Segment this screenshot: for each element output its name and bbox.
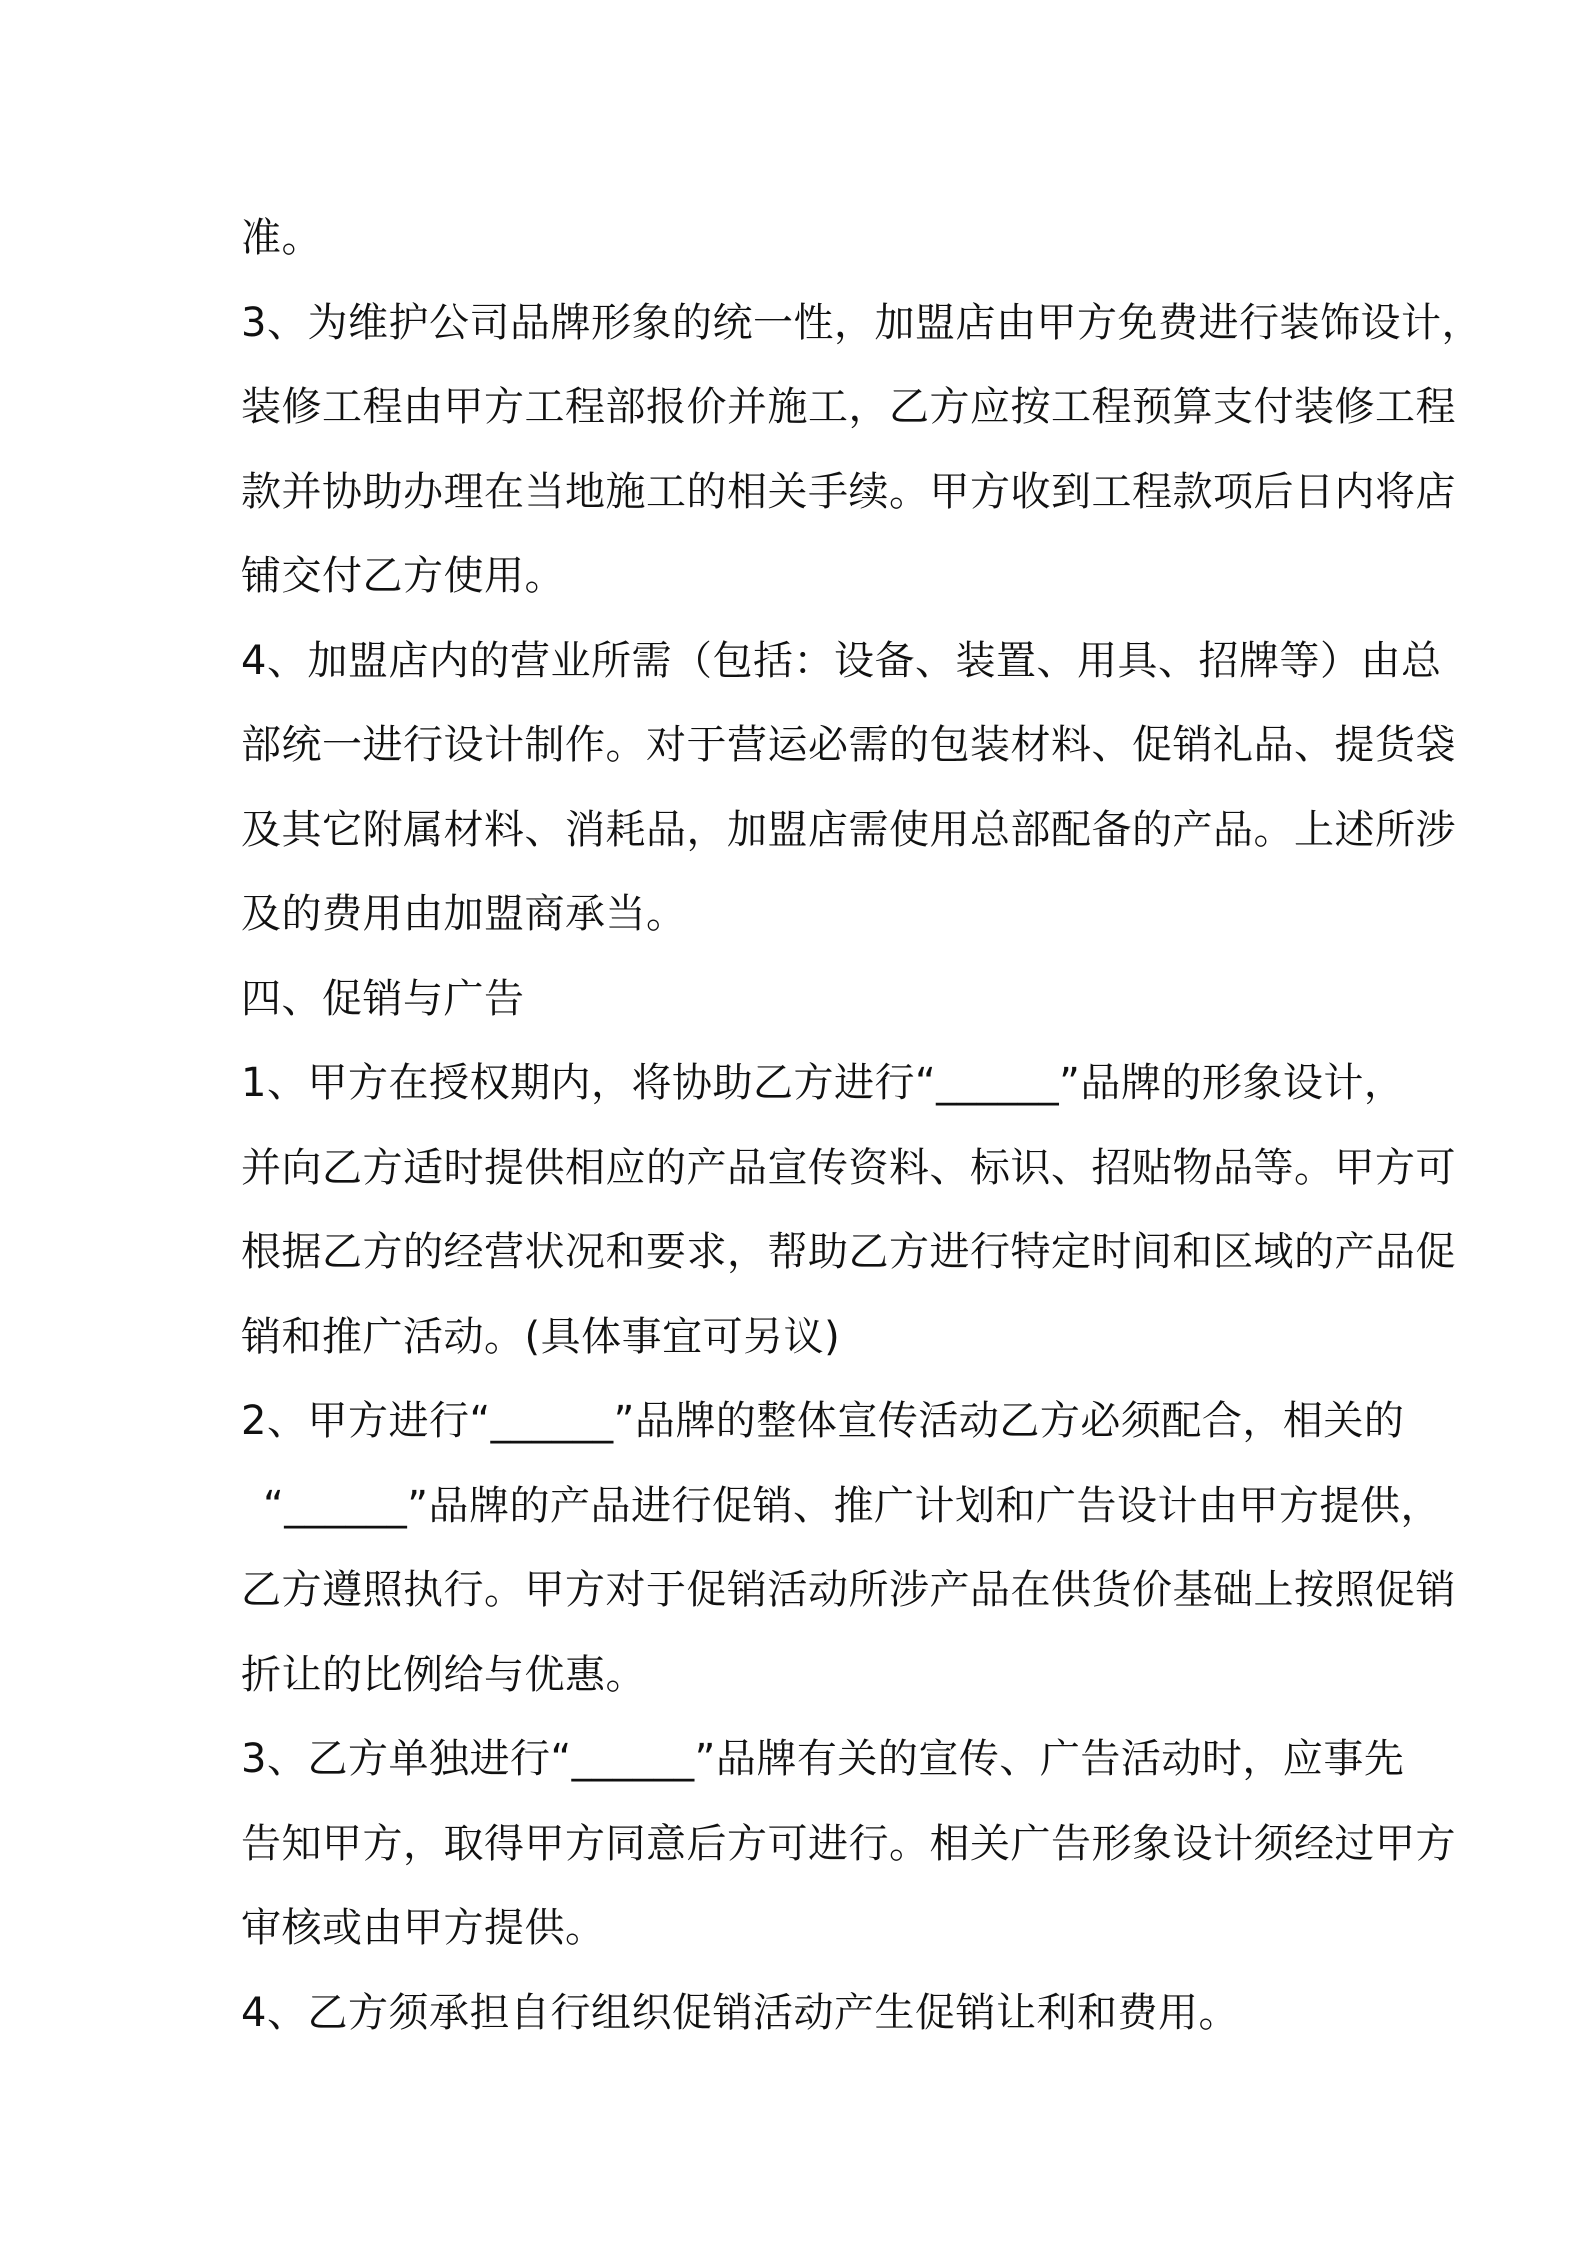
text-line: “______”品牌的产品进行促销、推广计划和广告设计由甲方提供， <box>263 1482 1441 1529</box>
clause-3-line: 3、乙方单独进行“______”品牌有关的宣传、广告活动时，应事先 <box>241 1736 1405 1782</box>
document-body <box>241 196 1482 2055</box>
clause-4-line: 4、乙方须承担自行组织促销活动产生促销让利和费用。 <box>241 1989 1239 2036</box>
clause-3-line: 3、为维护公司品牌形象的统一性，加盟店由甲方免费进行装饰设计， <box>241 299 1482 346</box>
text-line: 乙方遵照执行。甲方对于促销活动所涉产品在供货价基础上按照促销 <box>241 1567 1456 1613</box>
text-line: 装修工程由甲方工程部报价并施工，乙方应按工程预算支付装修工程 <box>241 384 1456 430</box>
text-line: 铺交付乙方使用。 <box>241 553 565 599</box>
text-line: 销和推广活动。(具体事宜可另议) <box>241 1313 841 1360</box>
text-line: 折让的比例给与优惠。 <box>241 1651 646 1698</box>
text-line: 及其它附属材料、消耗品，加盟店需使用总部配备的产品。上述所涉 <box>241 806 1456 853</box>
text-line: 及的费用由加盟商承当。 <box>241 891 687 937</box>
text-line: 准。 <box>241 215 322 261</box>
clause-1-line: 1、甲方在授权期内，将协助乙方进行“______”品牌的形象设计， <box>241 1060 1405 1106</box>
text-line: 审核或由甲方提供。 <box>241 1905 606 1951</box>
text-line: 并向乙方适时提供相应的产品宣传资料、标识、招贴物品等。甲方可 <box>241 1144 1456 1191</box>
text-line: 部统一进行设计制作。对于营运必需的包装材料、促销礼品、提货袋 <box>241 722 1456 768</box>
text-line: 款并协助办理在当地施工的相关手续。甲方收到工程款项后日内将店 <box>241 468 1456 515</box>
clause-4-line: 4、加盟店内的营业所需（包括：设备、装置、用具、招牌等）由总 <box>241 637 1442 684</box>
text-line: 根据乙方的经营状况和要求，帮助乙方进行特定时间和区域的产品促 <box>241 1229 1456 1275</box>
clause-2-line: 2、甲方进行“______”品牌的整体宣传活动乙方必须配合，相关的 <box>241 1398 1405 1444</box>
text-line: 告知甲方，取得甲方同意后方可进行。相关广告形象设计须经过甲方 <box>241 1820 1456 1867</box>
section-heading: 四、促销与广告 <box>241 975 525 1022</box>
